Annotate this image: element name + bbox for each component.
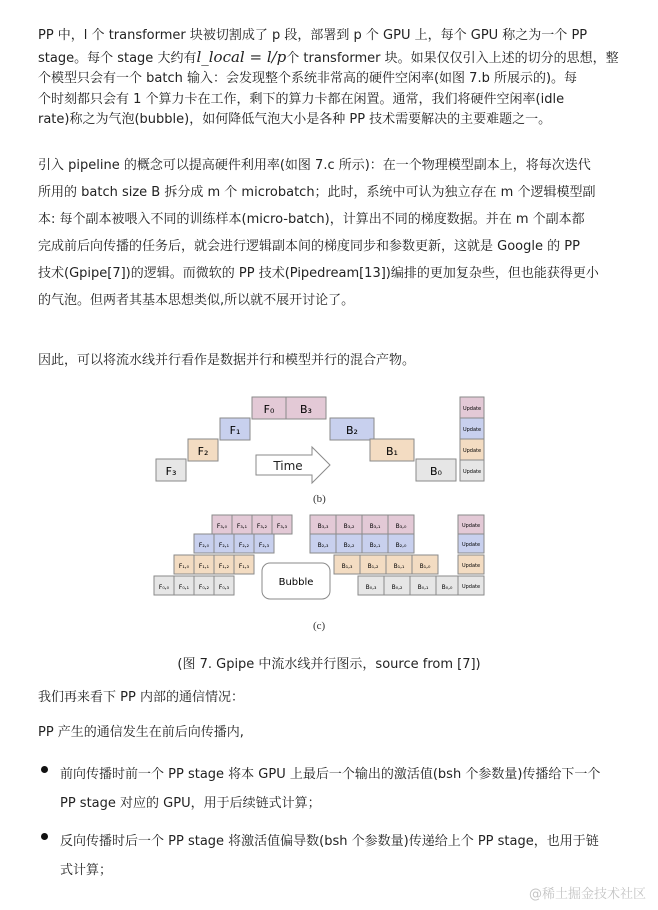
label: F₁,₂ [218, 563, 230, 570]
label: B₃,₀ [395, 523, 407, 530]
label-f2: F₂ [197, 445, 209, 458]
label: B₃,₂ [343, 523, 355, 530]
label: B₂,₀ [395, 542, 407, 549]
bullet-backward [60, 827, 620, 885]
label: F₂,₁ [218, 542, 230, 549]
text-line: 个时刻都只会有 1 个算力卡在工作，剩下的算力卡都在闲置。通常，我们将硬件空闲率(idle [38, 91, 565, 107]
update-label: Update [462, 427, 482, 433]
formula-l-local [196, 48, 286, 66]
label-f0: F₀ [263, 403, 275, 416]
text-line: PP 中，l 个 transformer 块被切割成了 p 段，部署到 p 个 GPU 上，每个 GPU 称之为一个 PP [38, 28, 588, 43]
label: F₃,₃ [276, 523, 288, 530]
text-line [38, 47, 620, 70]
formula-text: l_local = l/p [196, 47, 287, 66]
row1-forward [174, 555, 254, 574]
paragraph-communication [38, 688, 620, 709]
label: F₀,₂ [198, 584, 210, 591]
text-segment: stage。每个 stage 大约有 [38, 50, 197, 66]
text-line: 因此，可以将流水线并行看作是数据并行和模型并行的混合产物。 [38, 353, 416, 368]
text-line: 的气泡。但两者其基本思想类似,所以就不展开讨论了。 [38, 293, 355, 308]
bullet-dot [41, 833, 48, 840]
paragraph-bubble-intro [38, 26, 620, 131]
figure-caption: (图 7. Gpipe 中流水线并行图示，source from [7]) [177, 657, 481, 672]
text-line: 所用的 batch size B 拆分成 m 个 microbatch；此时，系统中可认为独立存在 m 个逻辑模型副 [38, 185, 596, 200]
update-label: Update [461, 523, 481, 529]
text-line: 前向传播时前一个 PP stage 将本 GPU 上最后一个输出的激活值(bsh 个参数量)传播给下一个 [60, 767, 601, 782]
row2-forward [194, 534, 274, 553]
label: F₁,₀ [178, 563, 190, 570]
text-line: PP stage 对应的 GPU，用于后续链式计算； [60, 796, 321, 811]
text-line: 完成前后向传播的任务后，就会进行逻辑副本间的梯度同步和参数更新，这就是 Google 的 PP [38, 239, 580, 254]
watermark: @稀土掘金技术社区 [528, 887, 646, 902]
update-label: Update [461, 584, 481, 590]
label: B₃,₃ [317, 523, 329, 530]
label-b0: B₀ [430, 465, 442, 478]
label: F₁,₃ [238, 563, 250, 570]
bullet-forward [60, 760, 620, 818]
paragraph-conclusion [38, 351, 620, 372]
update-label: Update [462, 406, 482, 412]
label: B₂,₃ [317, 542, 329, 549]
label: F₃,₀ [216, 523, 228, 530]
label: B₃,₁ [369, 523, 381, 530]
row3-backward [310, 515, 414, 534]
label: F₀,₀ [158, 584, 170, 591]
label-b3: B₃ [300, 403, 312, 416]
update-label: Update [461, 563, 481, 569]
row1-backward [334, 555, 438, 574]
label: F₃,₂ [256, 523, 268, 530]
label: B₁,₃ [341, 563, 353, 570]
label: F₀,₁ [178, 584, 190, 591]
label: B₀,₀ [441, 584, 453, 591]
text-line: 我们再来看下 PP 内部的通信情况： [38, 690, 244, 705]
update-label: Update [462, 469, 482, 475]
text-line: rate)称之为气泡(bubble)，如何降低气泡大小是各种 PP 技术需要解决的主要难题之一。 [38, 112, 552, 127]
figure-c-diagram [150, 513, 490, 605]
label: F₂,₃ [258, 542, 270, 549]
label: B₀,₃ [365, 584, 377, 591]
label: B₁,₀ [419, 563, 431, 570]
text-line: 本: 每个副本被喂入不同的训练样本(micro-batch)，计算出不同的梯度数据。并在 m 个副本都 [38, 212, 585, 227]
paragraph-pp-comm [38, 723, 620, 744]
text-line: 技术(Gpipe[7])的逻辑。而微软的 PP 技术(Pipedream[13])编排的更加复杂些，但也能获得更小 [38, 266, 599, 281]
text-segment: 个 transformer 块。如果仅仅引入上述的切分的思想，整 [286, 50, 619, 66]
time-label: Time [273, 459, 303, 473]
label: F₁,₁ [198, 563, 210, 570]
label: B₀,₁ [417, 584, 429, 591]
label: B₁,₂ [367, 563, 379, 570]
figure-c-caption: (c) [313, 620, 326, 632]
row2-backward [310, 534, 414, 553]
paragraph-pipeline [38, 152, 620, 314]
text-line: PP 产生的通信发生在前后向传播内, [38, 725, 244, 740]
label: F₀,₃ [218, 584, 230, 591]
label: F₂,₂ [238, 542, 250, 549]
label: F₂,₀ [198, 542, 210, 549]
label: B₀,₂ [391, 584, 403, 591]
label: B₂,₂ [343, 542, 355, 549]
bubble-label: Bubble [278, 577, 314, 588]
update-label: Update [461, 542, 481, 548]
text-line: 引入 pipeline 的概念可以提高硬件利用率(如图 7.c 所示)：在一个物理模型副本上，将每次迭代 [38, 158, 591, 173]
text-line: 个模型只会有一个 batch 输入：会发现整个系统非常高的硬件空闲率(如图 7.b 所展示的)。每 [38, 71, 578, 86]
row3-forward [212, 515, 292, 534]
update-label: Update [462, 448, 482, 454]
row0-backward [358, 576, 458, 595]
label-b1: B₁ [386, 445, 398, 458]
figure-b-diagram [150, 395, 490, 485]
label-f3: F₃ [165, 465, 177, 478]
row0-forward [154, 576, 234, 595]
bullet-dot [41, 766, 48, 773]
label: F₃,₁ [236, 523, 248, 530]
label-b2: B₂ [346, 424, 358, 437]
label: B₁,₁ [393, 563, 405, 570]
text-line: 式计算； [60, 863, 113, 878]
label-f1: F₁ [229, 424, 241, 437]
figure-b-caption: (b) [313, 493, 326, 505]
label: B₂,₁ [369, 542, 381, 549]
text-line: 反向传播时后一个 PP stage 将激活值偏导数(bsh 个参数量)传递给上个 PP stage，也用于链 [60, 834, 599, 849]
